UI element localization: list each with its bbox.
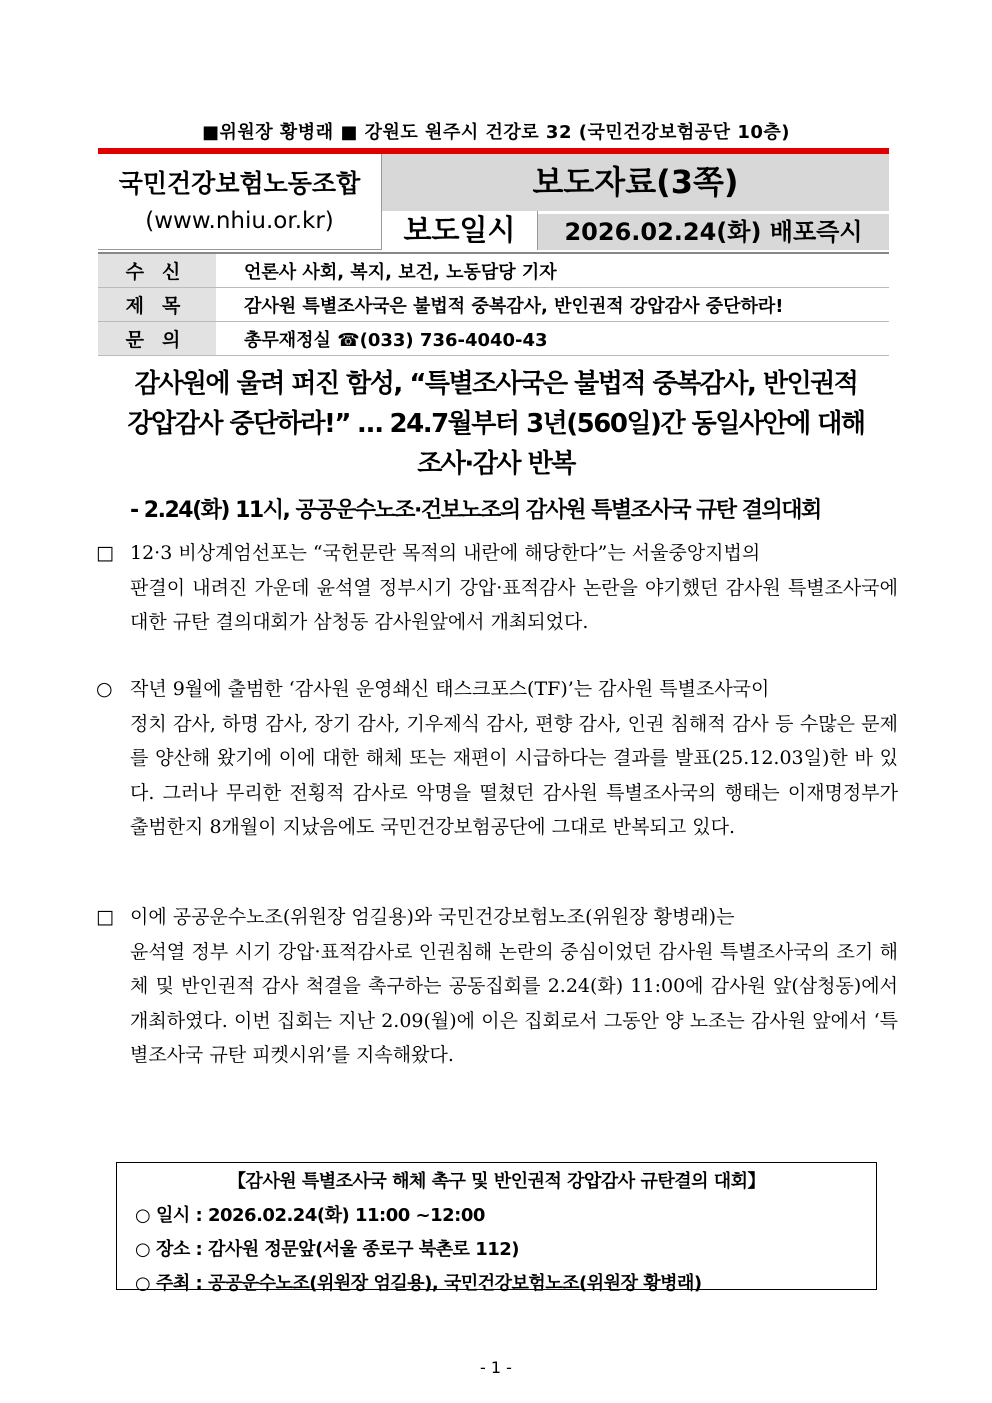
meta-label: 수신	[98, 254, 216, 287]
event-item-time: ○ 일시 : 2026.02.24(화) 11:00 ~12:00	[135, 1205, 485, 1226]
paragraph-first-line: 12·3 비상계엄선포는 “국헌문란 목적의 내란에 해당한다”는 서울중앙지법의	[130, 542, 761, 564]
headline	[90, 364, 902, 484]
paragraph-2	[96, 672, 898, 845]
paragraph-body: 윤석열 정부 시기 강압·표적감사로 인권침해 논란의 중심이었던 감사원 특별조사국의 조기 해체 및 반인권적 감사 척결을 촉구하는 공동집회를 2.24(화) 11:00에 감사원 앞(삼청동)에서 개최하였다. 이번 집회는 지난 2.09(월)에 이은 집회로서 그동안 양 노조는 감사원 앞에서 ‘특별조사국 규탄 피켓시위’를 지속해왔다.	[130, 940, 898, 1066]
paragraph-first-line: 작년 9월에 출범한 ‘감사원 운영쇄신 태스크포스(TF)’는 감사원 특별조사국이	[130, 678, 770, 700]
document-title: 보도자료(3쪽)	[382, 154, 889, 211]
press-header	[98, 154, 889, 250]
meta-value: 총무재정실 ☎(033) 736-4040-43	[244, 329, 548, 351]
paragraph-first-line: 이에 공공운수노조(위원장 엄길용)와 국민건강보험노조(위원장 황병래)는	[130, 906, 735, 928]
paragraph-body: 정치 감사, 하명 감사, 장기 감사, 기우제식 감사, 편향 감사, 인권 침해적 감사 등 수많은 문제를 양산해 왔기에 이에 대한 해체 또는 재편이 시급하다는 결과를 발표(25.12.03일)한 바 있다. 그러나 무리한 전횡적 감사로 악명을 떨쳤던 감사원 특별조사국의 행태는 이재명정부가 출범한지 8개월이 지났음에도 국민건강보험공단에 그대로 반복되고 있다.	[130, 712, 898, 838]
meta-row-contact	[98, 322, 889, 356]
meta-value: 감사원 특별조사국은 불법적 중복감사, 반인권적 강압감사 중단하라!	[244, 295, 784, 317]
bullet-square-icon: □	[96, 542, 114, 564]
bullet-square-icon: □	[96, 906, 114, 928]
org-name: 국민건강보험노동조합	[118, 169, 361, 198]
org-url: (www.nhiu.or.kr)	[145, 208, 334, 234]
bullet-circle-icon: ○	[96, 678, 113, 700]
release-date-label: 보도일시	[382, 211, 538, 250]
event-item-host: ○ 주최 : 공공운수노조(위원장 엄길용), 국민건강보험노조(위원장 황병래)	[135, 1273, 702, 1294]
paragraph-1	[96, 536, 898, 640]
paragraph-3	[96, 900, 898, 1073]
event-info-box	[116, 1162, 877, 1294]
address-line: ■위원장 황병래 ■ 강원도 원주시 건강로 32 (국민건강보험공단 10층)	[201, 122, 790, 143]
page-number: - 1 -	[480, 1358, 512, 1377]
meta-value: 언론사 사회, 복지, 보건, 노동담당 기자	[244, 261, 557, 283]
event-box-title: 【감사원 특별조사국 해체 촉구 및 반인권적 강압감사 규탄결의 대회】	[227, 1171, 766, 1192]
subheadline: - 2.24(화) 11시, 공공운수노조·건보노조의 감사원 특별조사국 규탄 결의대회	[130, 498, 821, 523]
meta-row-subject	[98, 288, 889, 322]
meta-label: 제목	[98, 288, 216, 321]
headline-line: 강압감사 중단하라!” … 24.7월부터 3년(560일)간 동일사안에 대해	[127, 409, 865, 439]
org-block	[98, 154, 382, 250]
event-item-place: ○ 장소 : 감사원 정문앞(서울 종로구 북촌로 112)	[135, 1239, 520, 1260]
paragraph-body: 판결이 내려진 가운데 윤석열 정부시기 강압·표적감사 논란을 야기했던 감사원 특별조사국에 대한 규탄 결의대회가 삼청동 감사원앞에서 개최되었다.	[130, 576, 898, 633]
meta-row-recipient	[98, 252, 889, 288]
headline-line: 조사·감사 반복	[417, 449, 575, 479]
release-date-value: 2026.02.24(화) 배포즉시	[538, 214, 889, 250]
meta-label: 문의	[98, 322, 216, 355]
headline-line: 감사원에 울려 퍼진 함성, “특별조사국은 불법적 중복감사, 반인권적	[134, 369, 858, 399]
meta-table	[98, 252, 889, 356]
